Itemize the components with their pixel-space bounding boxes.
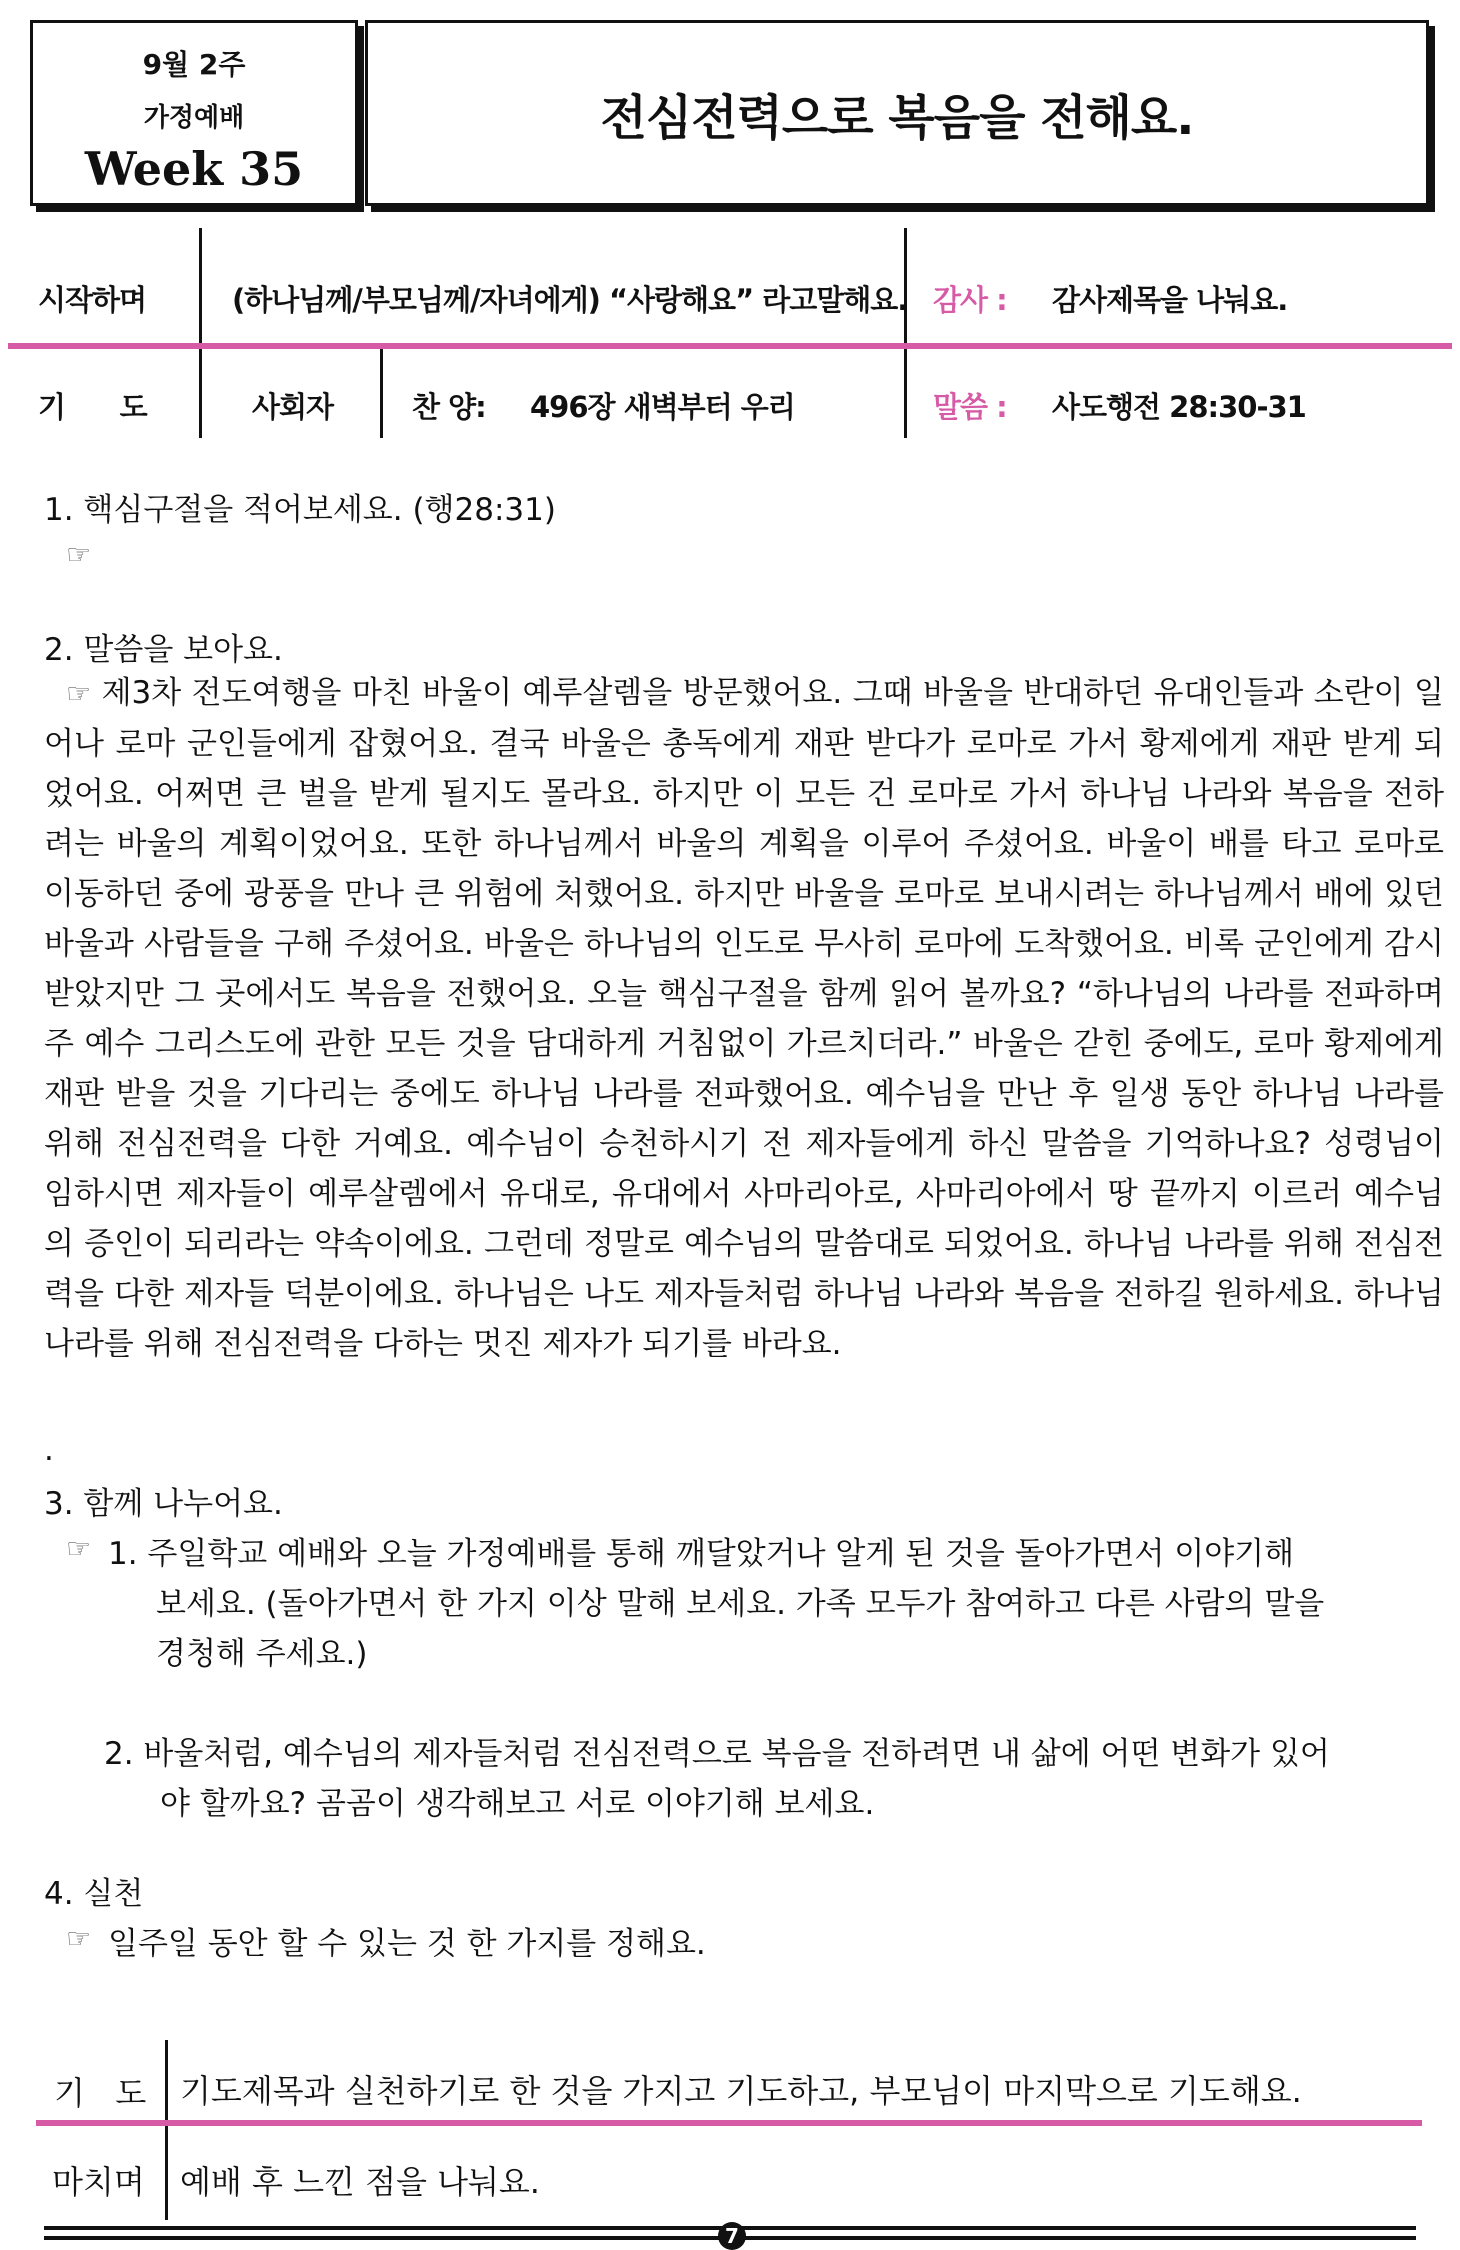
page-title: 전심전력으로 복음을 전해요. <box>600 89 1194 146</box>
table-divider <box>199 228 202 438</box>
footer-prayer-text: 기도제목과 실천하기로 한 것을 가지고 기도하고, 부모님이 마지막으로 기도해요. <box>180 2072 1302 2110</box>
table-divider <box>904 228 907 438</box>
question2-line2: 야 할까요? 곰곰이 생각해보고 서로 이야기해 보세요. <box>160 1786 875 1822</box>
question1-line1: 1. 주일학교 예배와 오늘 가정예배를 통해 깨달았거나 알게 된 것을 돌아가면서 이야기해 <box>108 1536 1295 1572</box>
pointing-hand-icon: ☞ <box>66 538 92 571</box>
hymn-label: 찬 양: <box>412 390 486 424</box>
page-number: 7 <box>718 2222 746 2250</box>
hymn-text: 496장 새벽부터 우리 <box>530 390 795 424</box>
section4-text: 일주일 동안 할 수 있는 것 한 가지를 정해요. <box>108 1926 706 1962</box>
dot: . <box>44 1432 54 1468</box>
thanks-text: 감사제목을 나눠요. <box>1052 283 1288 317</box>
week-label: 9월 2주 <box>142 48 246 81</box>
question1-line3: 경청해 주세요.) <box>156 1636 368 1672</box>
section3-heading: 3. 함께 나누어요. <box>44 1486 283 1522</box>
pink-divider <box>8 343 1452 349</box>
section2-heading: 2. 말씀을 보아요. <box>44 632 283 668</box>
title-box <box>365 20 1429 206</box>
section4-heading: 4. 실천 <box>44 1876 144 1912</box>
table-divider <box>380 345 383 438</box>
category-label: 가정예배 <box>143 103 245 133</box>
pink-divider <box>36 2120 1422 2126</box>
question1-line2: 보세요. (돌아가면서 한 가지 이상 말해 보세요. 가족 모두가 참여하고 다른 사람의 말을 <box>156 1586 1325 1622</box>
week-box <box>30 20 358 206</box>
thanks-label: 감사 : <box>933 283 1007 317</box>
question2-line1: 2. 바울처럼, 예수님의 제자들처럼 전심전력으로 복음을 전하려면 내 삶에 어떤 변화가 있어 <box>104 1736 1330 1772</box>
footer-prayer-label: 기 도 <box>54 2074 147 2112</box>
footer-closing-text: 예배 후 느낀 점을 나눠요. <box>180 2163 540 2201</box>
section2-paragraph <box>44 668 1444 1369</box>
start-label: 시작하며 <box>38 283 147 317</box>
word-label: 말씀 : <box>933 390 1007 424</box>
pointing-hand-icon: ☞ <box>66 677 92 710</box>
leader-label: 사회자 <box>252 390 334 424</box>
week-number: Week 35 <box>84 142 304 196</box>
section2-text: 제3차 전도여행을 마친 바울이 예루살렘을 방문했어요. 그때 바울을 반대하던 유대인들과 소란이 일어나 로마 군인들에게 잡혔어요. 결국 바울은 총독에게 재판 받다가 로마로 가서 황제에게 재판 받게 되었어요. 어쩌면 큰 벌을 받게 될지도 몰라요. 하지만 이 모든 건 로마로 가서 하나님 나라와 복음을 전하려는 바울의 계획이었어요. 또한 하나님께서 바울의 계획을 이루어 주셨어요. 바울이 배를 타고 로마로 이동하던 중에 광풍을 만나 큰 위험에 처했어요. 하지만 바울을 로마로 보내시려는 하나님께서 배에 있던 바울과 사람들을 구해 주셨어요. 바울은 하나님의 인도로 무사히 로마에 도착했어요. 비록 군인에게 감시 받았지만 그 곳에서도 복음을 전했어요. 오늘 핵심구절을 함께 읽어 볼까요? “하나님의 나라를 전파하며 주 예수 그리스도에 관한 모든 것을 담대하게 거침없이 가르치더라.” 바울은 갇힌 중에도, 로마 황제에게 재판 받을 것을 기다리는 중에도 하나님 나라를 전파했어요. 예수님을 만난 후 일생 동안 하나님 나라를 위해 전심전력을 다한 거예요. 예수님이 승천하시기 전 제자들에게 하신 말씀을 기억하나요? 성령님이 임하시면 제자들이 예루살렘에서 유대로, 유대에서 사마리아로, 사마리아에서 땅 끝까지 이르러 예수님의 증인이 되리라는 약속이에요. 그런데 정말로 예수님의 말씀대로 되었어요. 하나님 나라를 위해 전심전력을 다한 제자들 덕분이에요. 하나님은 나도 제자들처럼 하나님 나라와 복음을 전하길 원하세요. 하나님 나라를 위해 전심전력을 다하는 멋진 제자가 되기를 바라요. <box>44 675 1445 1362</box>
pointing-hand-icon: ☞ <box>66 1922 92 1955</box>
pointing-hand-icon: ☞ <box>66 1532 92 1565</box>
section1-heading: 1. 핵심구절을 적어보세요. (행28:31) <box>44 492 556 528</box>
start-text: (하나님께/부모님께/자녀에게) “사랑해요” 라고말해요. <box>232 283 908 317</box>
footer-closing-label: 마치며 <box>52 2163 145 2201</box>
footer-divider <box>165 2040 168 2220</box>
word-text: 사도행전 28:30-31 <box>1052 390 1306 424</box>
prayer-label: 기 도 <box>38 390 147 424</box>
